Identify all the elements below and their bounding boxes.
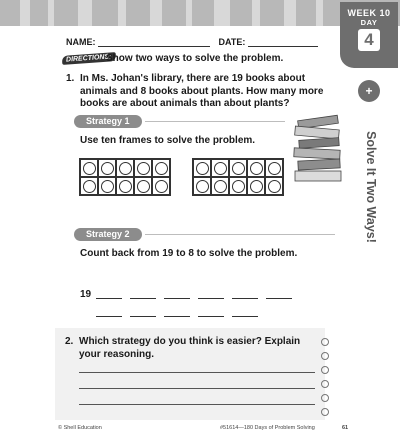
day-label: DAY — [360, 18, 378, 27]
strategy-1-instruction: Use ten frames to solve the problem. — [80, 135, 256, 146]
question-1-text — [80, 73, 323, 111]
name-label: NAME: — [66, 37, 96, 47]
question-2-text — [79, 336, 300, 361]
footer-title: #51614—180 Days of Problem Solving — [220, 425, 315, 431]
question-2-number: 2. — [65, 336, 74, 347]
counter-circle — [83, 180, 96, 193]
count-back-blank[interactable] — [198, 298, 224, 299]
ten-frame-2[interactable] — [192, 158, 284, 196]
question-1-number: 1. — [66, 73, 75, 84]
count-back-blank[interactable] — [130, 298, 156, 299]
spiral-ring-icon — [321, 366, 329, 374]
counter-circle — [196, 180, 209, 193]
counter-circle — [232, 180, 245, 193]
counter-circle — [196, 162, 209, 175]
answer-line[interactable] — [79, 372, 315, 373]
count-back-blank[interactable] — [96, 316, 122, 317]
counter-circle — [137, 162, 150, 175]
answer-line[interactable] — [79, 388, 315, 389]
counter-circle — [268, 162, 281, 175]
count-back-blank[interactable] — [232, 298, 258, 299]
spiral-ring-icon — [321, 352, 329, 360]
spiral-ring-icon — [321, 338, 329, 346]
side-title-strip — [356, 80, 382, 270]
spiral-ring-icon — [321, 394, 329, 402]
day-number: 4 — [358, 29, 380, 51]
counter-circle — [101, 162, 114, 175]
strategy-2-label: Strategy 2 — [74, 228, 142, 241]
count-back-blank[interactable] — [232, 316, 258, 317]
count-back-blank[interactable] — [96, 298, 122, 299]
question-1-line: books are about animals than about plants? — [80, 98, 290, 109]
strategy-1-rule — [145, 121, 285, 122]
spiral-ring-icon — [321, 380, 329, 388]
counter-circle — [119, 162, 132, 175]
question-2-box — [55, 328, 325, 420]
count-back-blank[interactable] — [164, 298, 190, 299]
footer-copyright: © Shell Education — [58, 425, 102, 431]
count-back-blank[interactable] — [164, 316, 190, 317]
directions-badge: DIRECTIONS: — [62, 52, 116, 65]
week-day-tab — [340, 2, 398, 68]
strategy-1-label: Strategy 1 — [74, 115, 142, 128]
strategy-2-rule — [145, 234, 335, 235]
strategy-2-instruction: Count back from 19 to 8 to solve the problem. — [80, 248, 298, 259]
question-2-line: your reasoning. — [79, 348, 155, 360]
count-back-blank[interactable] — [198, 316, 224, 317]
counter-circle — [101, 180, 114, 193]
answer-line[interactable] — [79, 404, 315, 405]
side-title: Solve It Two Ways! — [364, 131, 378, 243]
question-1-line: animals and 8 books about plants. How many more — [80, 85, 324, 97]
spiral-ring-icon — [321, 408, 329, 416]
ten-frame-1[interactable] — [79, 158, 171, 196]
counter-circle — [214, 180, 227, 193]
counter-circle — [250, 180, 263, 193]
counter-circle — [155, 162, 168, 175]
book-stack-illustration — [290, 112, 346, 184]
name-field[interactable] — [98, 37, 210, 47]
question-2-line: Which strategy do you think is easier? Explain — [79, 336, 301, 347]
page-number: 61 — [342, 425, 349, 431]
date-label: DATE: — [218, 37, 246, 47]
count-back-blank[interactable] — [266, 298, 292, 299]
counter-circle — [119, 180, 132, 193]
count-back-start: 19 — [80, 289, 92, 300]
question-1-line: In Ms. Johan's library, there are 19 books about — [80, 73, 306, 84]
counter-circle — [83, 162, 96, 175]
counter-circle — [232, 162, 245, 175]
week-label: WEEK 10 — [347, 8, 391, 18]
directions-text: Show two ways to solve the problem. — [106, 53, 284, 64]
plus-icon: + — [358, 80, 380, 102]
counter-circle — [268, 180, 281, 193]
name-date-row — [66, 37, 318, 47]
date-field[interactable] — [248, 37, 318, 47]
counter-circle — [250, 162, 263, 175]
count-back-blank[interactable] — [130, 316, 156, 317]
counter-circle — [214, 162, 227, 175]
counter-circle — [137, 180, 150, 193]
counter-circle — [155, 180, 168, 193]
